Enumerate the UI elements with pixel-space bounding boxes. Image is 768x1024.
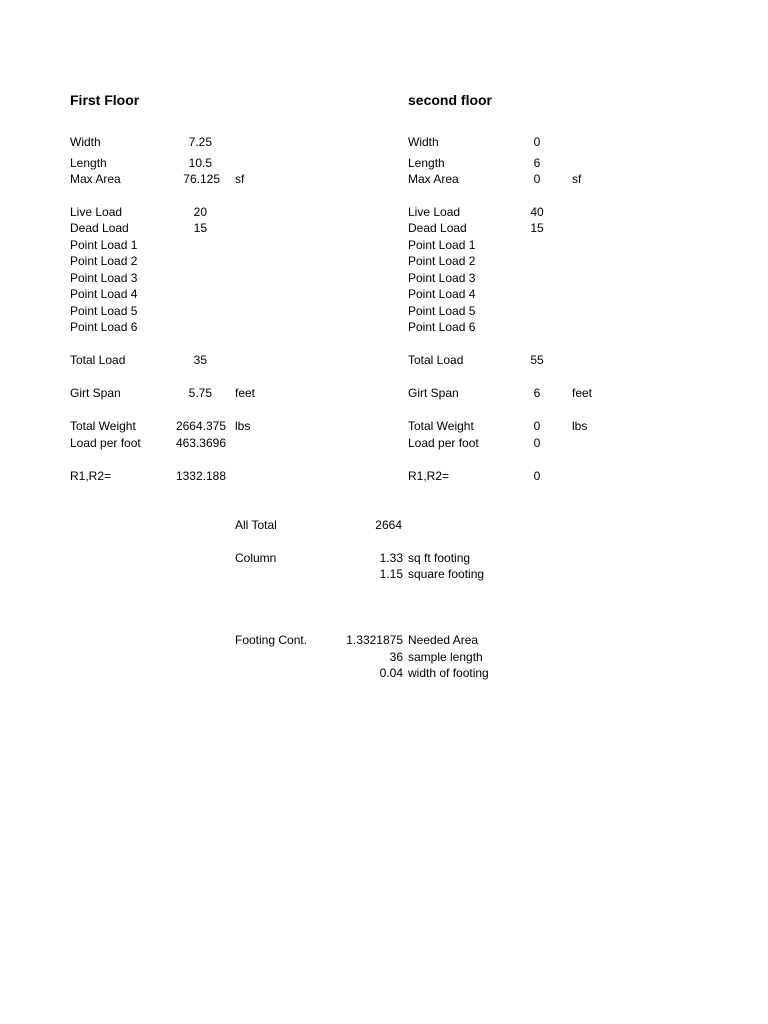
ff-max-area-unit: sf xyxy=(235,172,245,186)
sf-load-per-foot-label: Load per foot xyxy=(408,436,479,450)
column-note-1: sq ft footing xyxy=(408,551,471,565)
footing-note-3: width of footing xyxy=(408,666,489,680)
sf-total-weight-label: Total Weight xyxy=(408,419,474,433)
all-total-value: 2664 xyxy=(375,518,402,532)
sf-width-label: Width xyxy=(408,135,439,149)
column-value-1: 1.33 xyxy=(379,551,403,565)
sf-point-load-2: Point Load 2 xyxy=(408,254,476,268)
ff-girt-span-unit: feet xyxy=(235,386,256,400)
sf-length-value: 6 xyxy=(533,156,541,170)
sf-max-area-label: Max Area xyxy=(408,172,459,186)
ff-dead-load-label: Dead Load xyxy=(70,221,129,235)
sf-width-value: 0 xyxy=(533,135,541,149)
ff-point-load-6: Point Load 6 xyxy=(70,320,138,334)
sf-live-load-label: Live Load xyxy=(408,205,461,219)
first-floor-title: First Floor xyxy=(70,92,140,108)
ff-live-load-value: 20 xyxy=(193,205,207,219)
ff-width-value: 7.25 xyxy=(188,135,212,149)
ff-live-load-label: Live Load xyxy=(70,205,123,219)
second-floor-title: second floor xyxy=(408,92,493,108)
sf-girt-span-label: Girt Span xyxy=(408,386,459,400)
ff-girt-span-label: Girt Span xyxy=(70,386,121,400)
ff-total-weight-value: 2664.375 xyxy=(175,419,226,433)
sf-point-load-3: Point Load 3 xyxy=(408,271,476,285)
sf-girt-span-value: 6 xyxy=(533,386,541,400)
sf-dead-load-label: Dead Load xyxy=(408,221,467,235)
ff-load-per-foot-value: 463.3696 xyxy=(175,436,226,450)
footing-value-2: 36 xyxy=(389,650,403,664)
sf-total-weight-unit: lbs xyxy=(572,419,588,433)
footing-note-1: Needed Area xyxy=(408,633,479,647)
sf-live-load-value: 40 xyxy=(530,205,544,219)
footing-label: Footing Cont. xyxy=(235,633,308,647)
column-value-2: 1.15 xyxy=(379,567,403,581)
sf-length-label: Length xyxy=(408,156,445,170)
ff-dead-load-value: 15 xyxy=(193,221,207,235)
ff-r1r2-label: R1,R2= xyxy=(70,469,112,483)
sf-total-weight-value: 0 xyxy=(533,419,541,433)
sf-total-load-value: 55 xyxy=(530,353,544,367)
ff-point-load-2: Point Load 2 xyxy=(70,254,138,268)
sf-load-per-foot-value: 0 xyxy=(533,436,541,450)
ff-girt-span-value: 5.75 xyxy=(188,386,212,400)
ff-length-value: 10.5 xyxy=(188,156,212,170)
ff-r1r2-value: 1332.188 xyxy=(175,469,226,483)
ff-total-weight-label: Total Weight xyxy=(70,419,136,433)
ff-max-area-label: Max Area xyxy=(70,172,121,186)
ff-point-load-3: Point Load 3 xyxy=(70,271,138,285)
column-note-2: square footing xyxy=(408,567,485,581)
ff-point-load-5: Point Load 5 xyxy=(70,304,138,318)
all-total-label: All Total xyxy=(235,518,277,532)
sf-point-load-4: Point Load 4 xyxy=(408,287,476,301)
sf-r1r2-value: 0 xyxy=(533,469,541,483)
sf-point-load-6: Point Load 6 xyxy=(408,320,476,334)
sf-max-area-value: 0 xyxy=(533,172,541,186)
ff-point-load-1: Point Load 1 xyxy=(70,238,138,252)
sf-r1r2-label: R1,R2= xyxy=(408,469,450,483)
ff-point-load-4: Point Load 4 xyxy=(70,287,138,301)
footing-note-2: sample length xyxy=(408,650,483,664)
ff-total-load-label: Total Load xyxy=(70,353,126,367)
ff-max-area-value: 76.125 xyxy=(183,172,220,186)
sf-max-area-unit: sf xyxy=(572,172,582,186)
ff-total-weight-unit: lbs xyxy=(235,419,251,433)
sf-total-load-label: Total Load xyxy=(408,353,464,367)
ff-total-load-value: 35 xyxy=(193,353,207,367)
sf-dead-load-value: 15 xyxy=(530,221,544,235)
ff-load-per-foot-label: Load per foot xyxy=(70,436,141,450)
sf-point-load-1: Point Load 1 xyxy=(408,238,476,252)
footing-value-1: 1.3321875 xyxy=(346,633,403,647)
column-label: Column xyxy=(235,551,277,565)
sf-point-load-5: Point Load 5 xyxy=(408,304,476,318)
sf-girt-span-unit: feet xyxy=(572,386,593,400)
footing-value-3: 0.04 xyxy=(379,666,403,680)
ff-width-label: Width xyxy=(70,135,101,149)
ff-length-label: Length xyxy=(70,156,107,170)
